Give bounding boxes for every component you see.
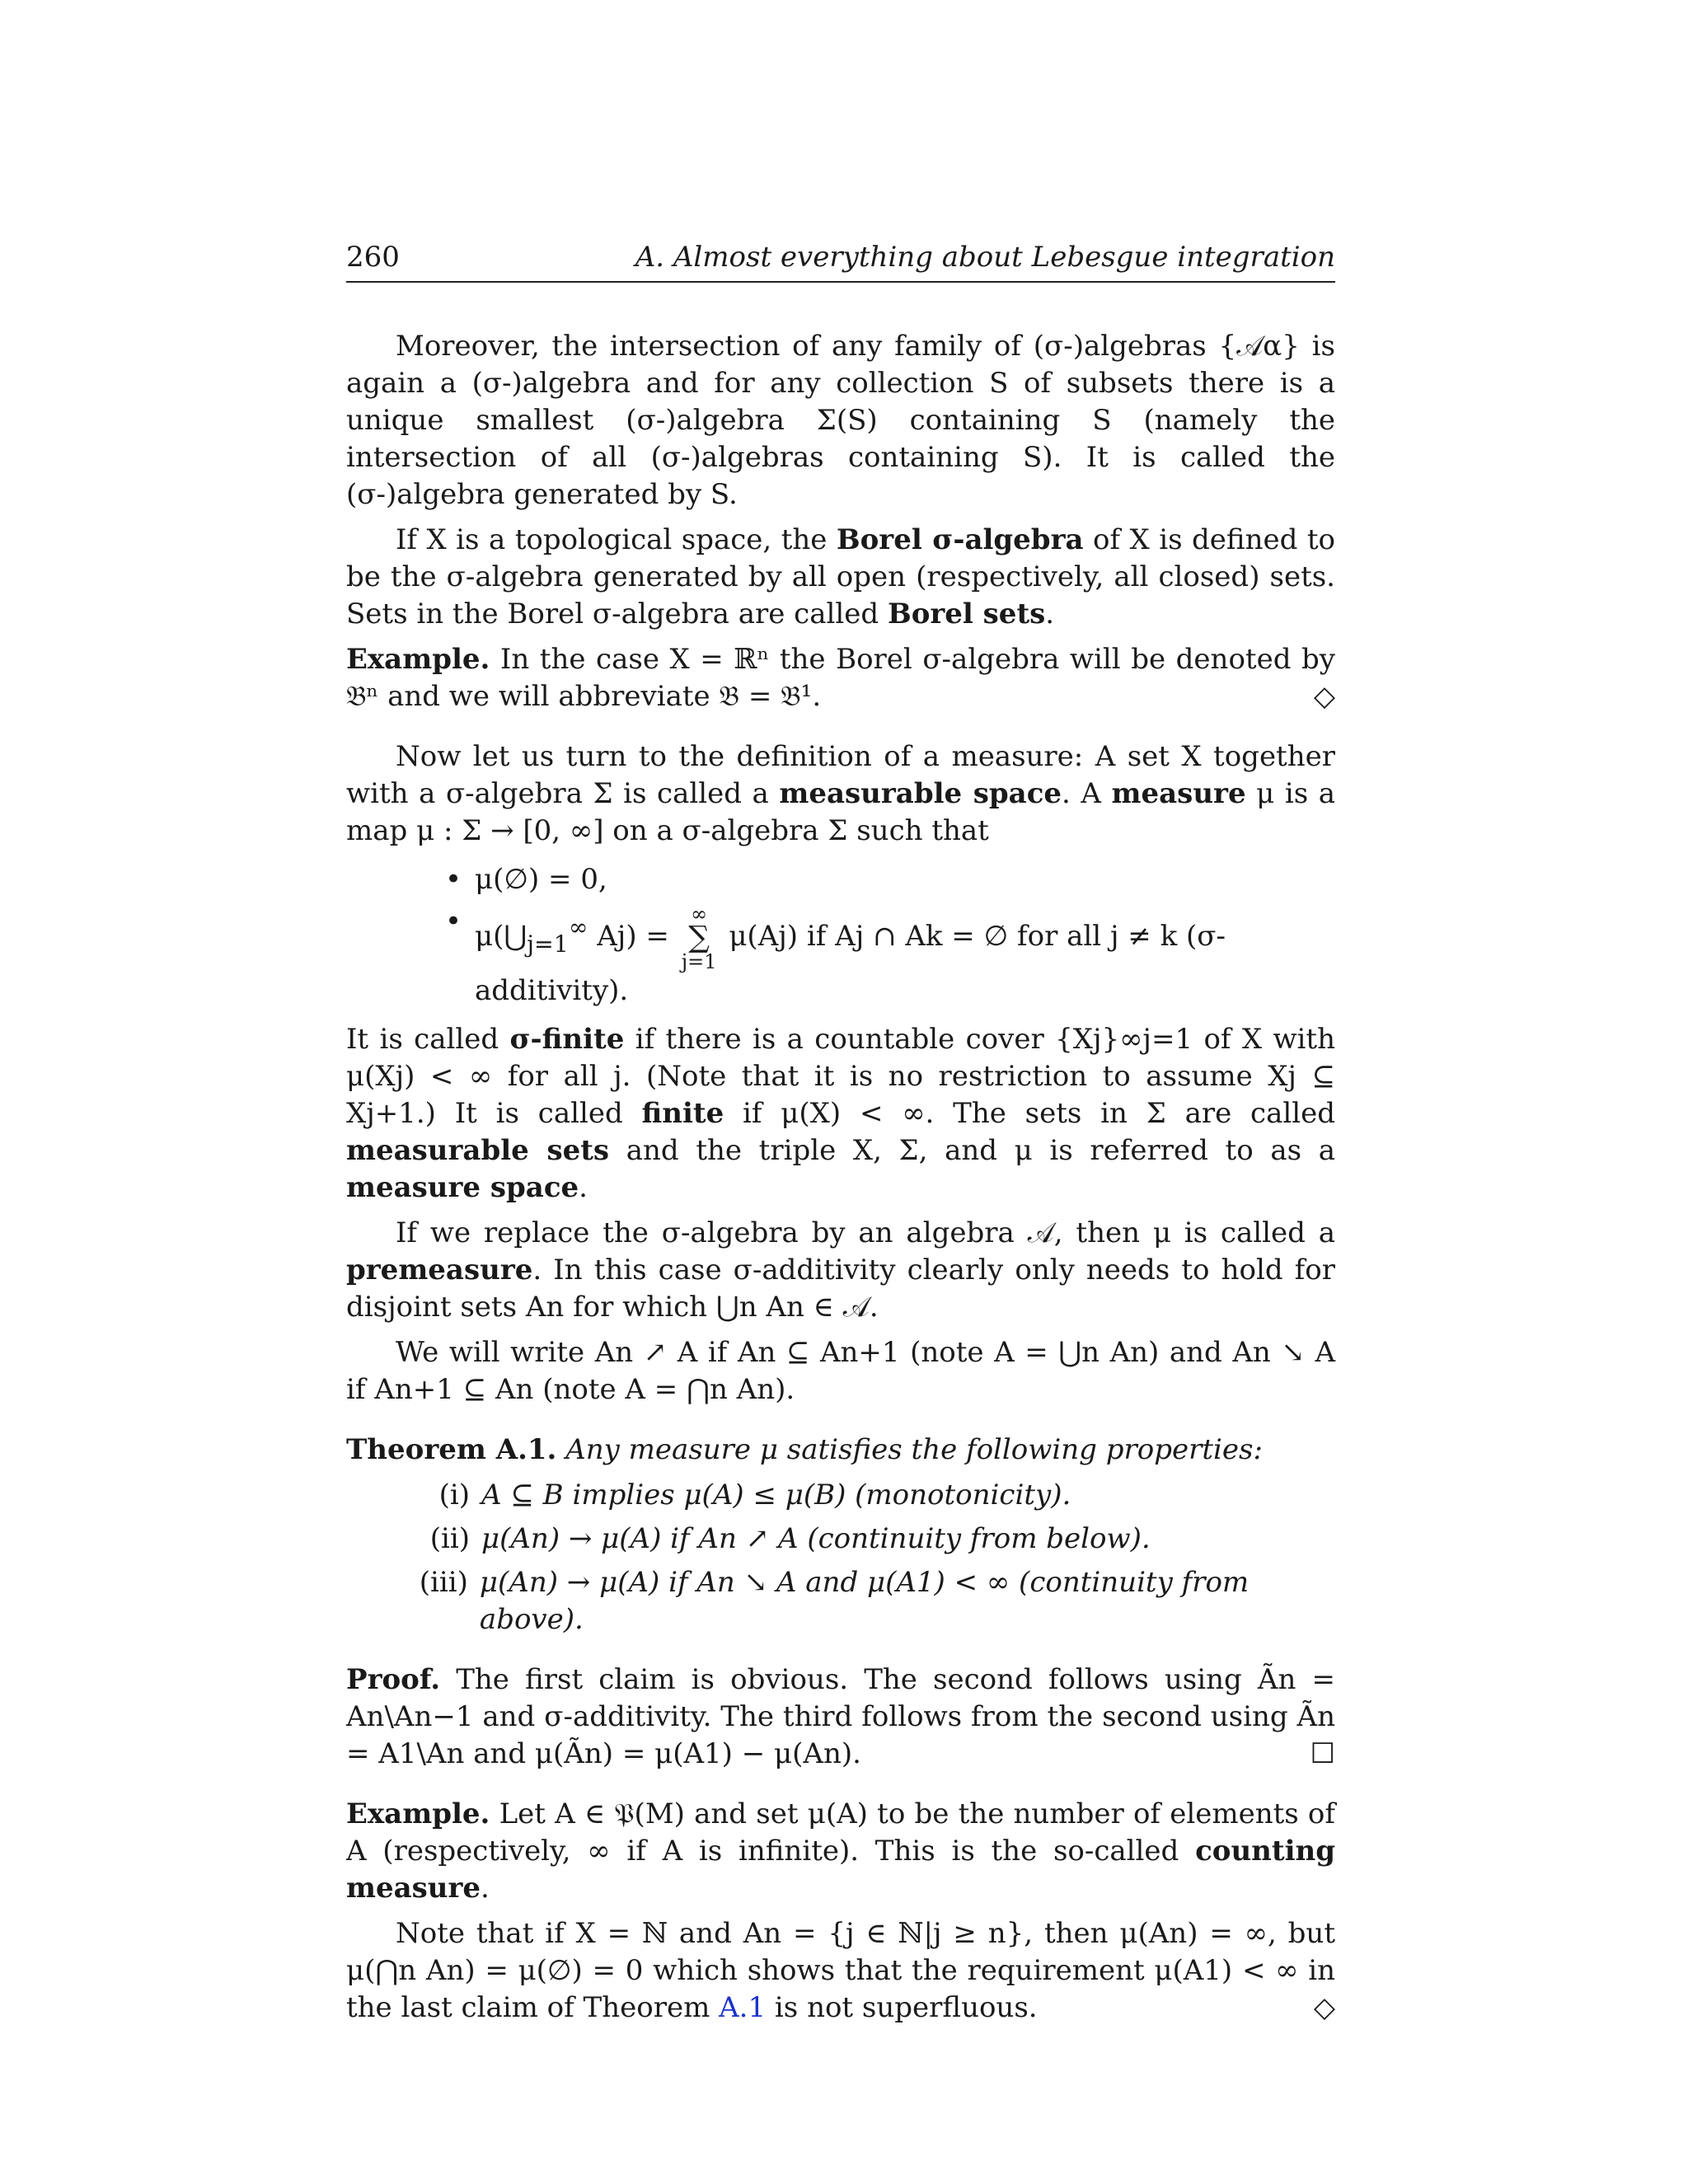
paragraph-measure-definition — [346, 738, 1335, 850]
union-subscript: j=1 — [527, 930, 569, 958]
text-run: If X is a topological space, the — [396, 523, 837, 556]
paragraph-sigma-finite — [346, 1021, 1335, 1207]
text-run: Now let us turn to the definition of a measure: A set X together with a σ-algebra Σ is called a — [346, 740, 1335, 810]
term-borel-sigma-algebra: Borel σ-algebra — [836, 523, 1084, 556]
item-text: μ(An) → μ(A) if An ↗ A (continuity from below). — [481, 1522, 1151, 1555]
qed-square-icon: ☐ — [1310, 1737, 1335, 1770]
theorem-label: Theorem A.1. — [346, 1433, 557, 1466]
term-measurable-sets: measurable sets — [346, 1134, 610, 1167]
text-run: Aj) = — [588, 920, 678, 953]
text-run: Note that if X = ℕ and An = {j ∈ ℕ|j ≥ n}, then μ(An) = ∞, but μ(⋂n An) = μ(∅) = 0 which shows that the requirement μ(A1) < ∞ in the last claim of Theorem — [346, 1917, 1335, 2024]
text-run: . In this case σ-additivity clearly only needs to hold for disjoint sets An for which ⋃n An ∈ 𝒜. — [346, 1254, 1335, 1324]
paragraph-monotone-notation: We will write An ↗ A if An ⊆ An+1 (note A = ⋃n An) and An ↘ A if An+1 ⊆ An (note A = ⋂n An). — [346, 1336, 1335, 1406]
proof — [346, 1661, 1335, 1773]
text-run: μ(⋃ — [475, 920, 528, 953]
example-counting-measure — [346, 1796, 1335, 1907]
text-run: . A — [1062, 777, 1112, 810]
text-run: . — [579, 1171, 588, 1204]
text-run: and the triple X, Σ, and μ is referred to as a — [609, 1134, 1335, 1167]
measure-axioms-list — [445, 861, 1335, 1010]
item-text: A ⊆ B implies μ(A) ≤ μ(B) (monotonicity). — [481, 1479, 1071, 1511]
paragraph-premeasure — [346, 1215, 1335, 1326]
theorem-properties-list — [412, 1477, 1335, 1638]
theorem-reference-link[interactable]: A.1 — [719, 1991, 767, 2024]
page-number: 260 — [346, 241, 400, 274]
paragraph-borel — [346, 522, 1335, 633]
text-run: of X is defined to be the σ-algebra generated by all open (respectively, all closed) sets. Sets in the Borel σ-algebra are called — [346, 523, 1335, 630]
paragraph-counterexample — [346, 1915, 1335, 2027]
axiom-empty-set: μ(∅) = 0, — [475, 863, 607, 896]
text-run: μ(Aj) if Aj ∩ Ak = ∅ for all j ≠ k (σ-additivity). — [475, 920, 1226, 1007]
list-item — [445, 861, 1335, 898]
example-borel — [346, 641, 1335, 715]
sigma-icon: ∑ — [688, 921, 710, 954]
text-run: . — [481, 1872, 490, 1905]
item-text: μ(An) → μ(A) if An ↘ A and μ(A1) < ∞ (continuity from above). — [479, 1566, 1250, 1636]
sum-lower-limit: j=1 — [681, 950, 717, 973]
term-borel-sets: Borel sets — [887, 598, 1046, 630]
page — [346, 239, 1335, 2027]
chapter-title: A. Almost everything about Lebesgue integration — [635, 241, 1335, 274]
summation-symbol — [682, 903, 717, 972]
term-measurable-space: measurable space — [779, 777, 1062, 810]
sum-upper-limit: ∞ — [691, 902, 708, 926]
list-item — [412, 1477, 1335, 1514]
term-measure: measure — [1111, 777, 1246, 810]
text-run: is not superfluous. — [766, 1991, 1038, 2024]
text-run: . — [1045, 598, 1055, 630]
item-number: (iii) — [419, 1566, 468, 1599]
proof-label: Proof. — [346, 1663, 441, 1696]
theorem-text: Any measure μ satisfies the following properties: — [556, 1433, 1263, 1466]
term-premeasure: premeasure — [346, 1254, 533, 1286]
term-measure-space: measure space — [346, 1171, 579, 1204]
running-header — [346, 239, 1335, 283]
example-label: Example. — [346, 1797, 490, 1830]
example-end-diamond-icon: ◇ — [1313, 680, 1335, 713]
list-item — [412, 1564, 1335, 1638]
text-run: Let A ∈ 𝔓(M) and set μ(A) to be the number of elements of A (respectively, ∞ if A is infinite). This is the so-called — [346, 1797, 1335, 1868]
list-item — [412, 1521, 1335, 1558]
text-run: It is called — [346, 1023, 510, 1056]
paragraph-intersection: Moreover, the intersection of any family of (σ-)algebras {𝒜α} is again a (σ-)algebra and for any collection S of subsets there is a unique smallest (σ-)algebra Σ(S) containing S (namely the intersection of all (σ-)algebras containing S). It is called the (σ-)algebra generated by S. — [346, 330, 1335, 511]
union-superscript: ∞ — [568, 913, 588, 941]
example-label: Example. — [346, 643, 490, 676]
proof-text: The first claim is obvious. The second follows using Ãn = An\An−1 and σ-additivity. The third follows from the second using Ãn = A1\An and μ(Ãn) = μ(A1) − μ(An). — [346, 1663, 1335, 1770]
term-sigma-finite: σ-finite — [509, 1023, 625, 1056]
main-text — [346, 328, 1335, 2027]
text-run: if μ(X) < ∞. The sets in Σ are called — [724, 1097, 1335, 1130]
text-run: If we replace the σ-algebra by an algebra 𝒜, then μ is called a — [396, 1216, 1335, 1249]
term-finite: finite — [641, 1097, 724, 1130]
text-run: μ is a map μ : Σ → [0, ∞] on a σ-algebra Σ such that — [346, 777, 1335, 847]
theorem-statement — [346, 1432, 1335, 1469]
example-end-diamond-icon: ◇ — [1313, 1991, 1335, 2024]
item-number: (i) — [438, 1479, 470, 1511]
example-text: In the case X = ℝⁿ the Borel σ-algebra will be denoted by 𝔅ⁿ and we will abbreviate 𝔅 = 𝔅¹. — [346, 643, 1335, 713]
term-counting-measure: counting measure — [346, 1835, 1335, 1905]
text-run: if there is a countable cover {Xj}∞j=1 of X with μ(Xj) < ∞ for all j. (Note that it is no restriction to assume Xj ⊆ Xj+1.) It is called — [346, 1023, 1335, 1130]
list-item — [445, 903, 1335, 1010]
item-number: (ii) — [429, 1522, 470, 1555]
